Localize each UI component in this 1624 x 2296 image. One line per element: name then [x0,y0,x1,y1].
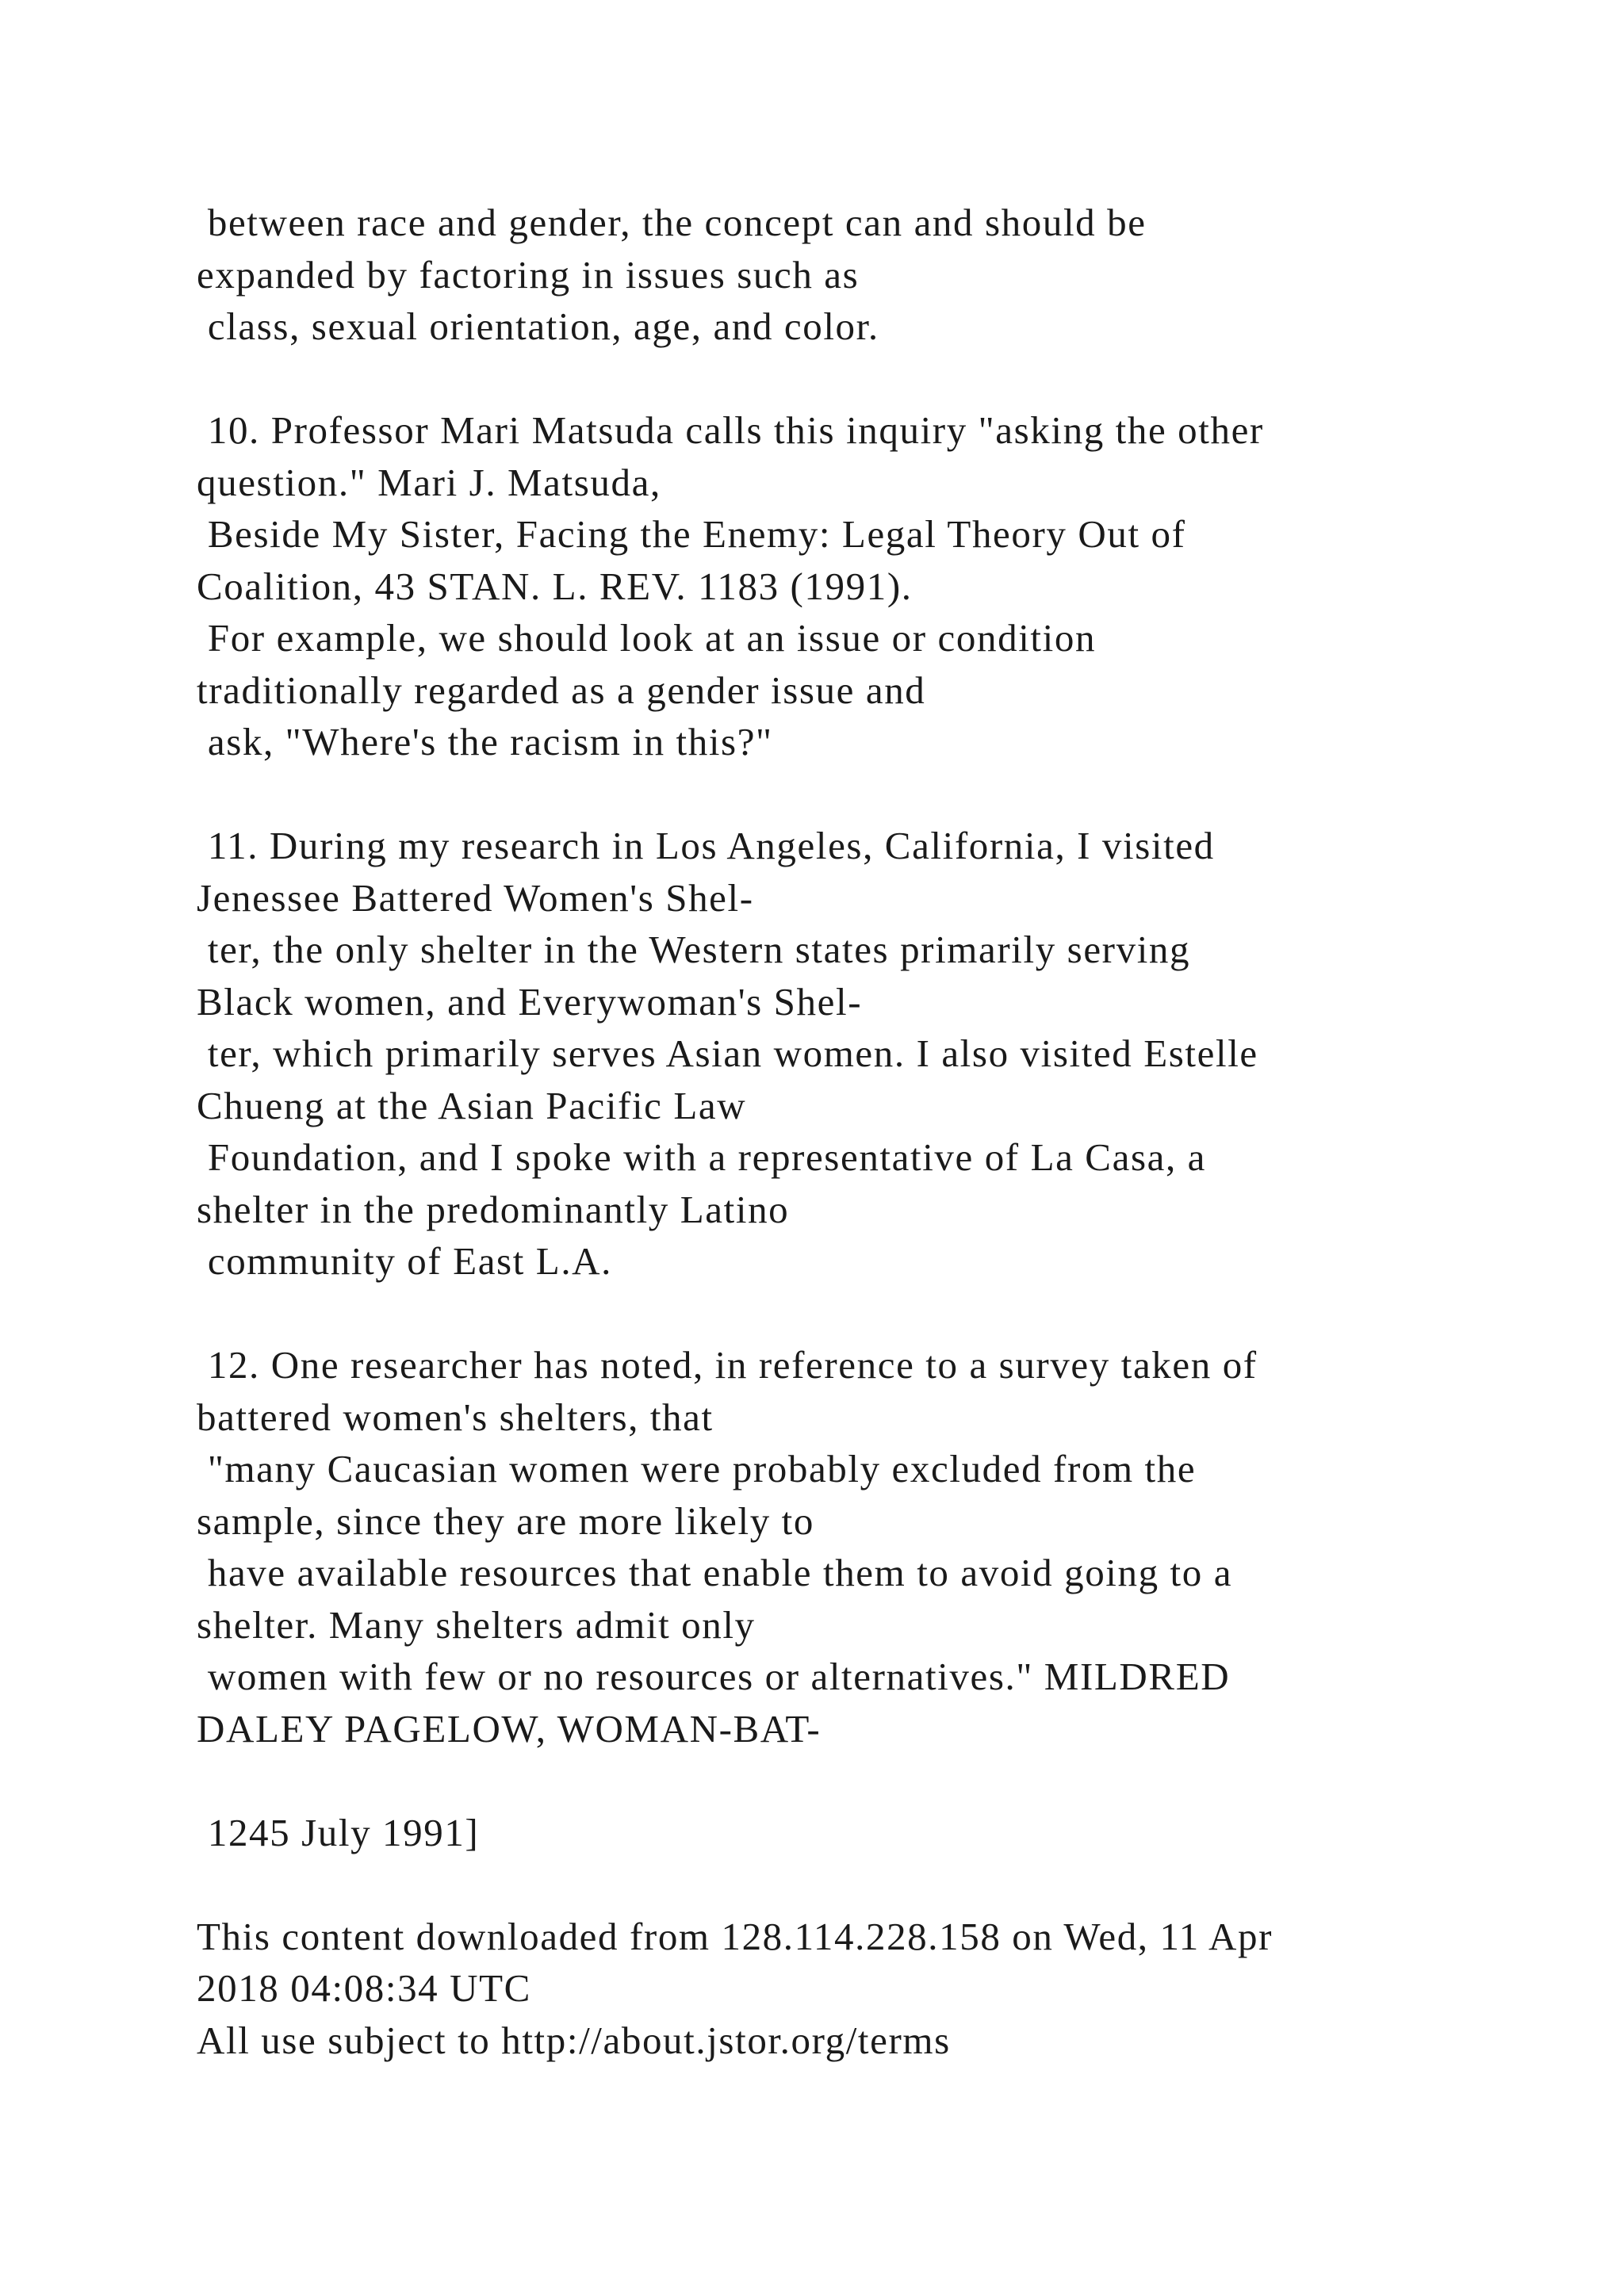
text-line: women with few or no resources or alternatives." MILDRED [197,1655,1231,1698]
document-text [197,197,1561,2066]
text-line: Jenessee Battered Women's Shel- [197,875,754,920]
text-line: sample, since they are more likely to [197,1498,814,1543]
text-line: 11. During my research in Los Angeles, California, I visited [197,824,1215,867]
text-line: This content downloaded from 128.114.228.158 on Wed, 11 Apr [197,1914,1274,1958]
paragraph-spacer [197,768,1561,821]
page-marker [197,1807,1561,1859]
paragraph-spacer [197,1755,1561,1807]
footnote-10 [197,404,1561,768]
text-line: 10. Professor Mari Matsuda calls this inquiry "asking the other [197,408,1264,452]
text-line: community of East L.A. [197,1239,613,1283]
text-line: ask, "Where's the racism in this?" [197,720,773,763]
paragraph-spacer [197,353,1561,405]
text-line: Chueng at the Asian Pacific Law [197,1083,747,1127]
paragraph-spacer [197,1288,1561,1340]
text-line: DALEY PAGELOW, WOMAN-BAT- [197,1706,822,1751]
text-line: Beside My Sister, Facing the Enemy: Legal Theory Out of [197,512,1186,556]
text-line: question." Mari J. Matsuda, [197,460,661,504]
text-line: Coalition, 43 STAN. L. REV. 1183 (1991). [197,564,913,608]
text-line: class, sexual orientation, age, and color. [197,304,879,348]
text-line: "many Caucasian women were probably excluded from the [197,1447,1197,1490]
download-notice [197,1911,1561,2067]
text-line: shelter. Many shelters admit only [197,1602,756,1647]
text-line: Foundation, and I spoke with a representative of La Casa, a [197,1135,1207,1179]
paragraph-intro [197,197,1561,353]
text-line: have available resources that enable them to avoid going to a [197,1551,1233,1594]
terms-line: All use subject to http://about.jstor.org/terms [197,2018,951,2062]
text-line: ter, which primarily serves Asian women. I also visited Estelle [197,1031,1258,1075]
text-line: 12. One researcher has noted, in reference to a survey taken of [197,1343,1258,1387]
text-line: ter, the only shelter in the Western states primarily serving [197,928,1191,971]
text-line: shelter in the predominantly Latino [197,1187,790,1231]
text-line: Black women, and Everywoman's Shel- [197,979,863,1024]
footnote-12 [197,1339,1561,1755]
text-line: 2018 04:08:34 UTC [197,1966,531,2010]
footnote-11 [197,820,1561,1288]
text-line: For example, we should look at an issue or condition [197,616,1097,660]
page-number-line: 1245 July 1991] [197,1810,480,1854]
paragraph-spacer [197,1858,1561,1911]
text-line: battered women's shelters, that [197,1395,714,1439]
text-line: expanded by factoring in issues such as [197,252,860,297]
text-line: traditionally regarded as a gender issue and [197,668,926,712]
text-line: between race and gender, the concept can and should be [197,201,1147,244]
